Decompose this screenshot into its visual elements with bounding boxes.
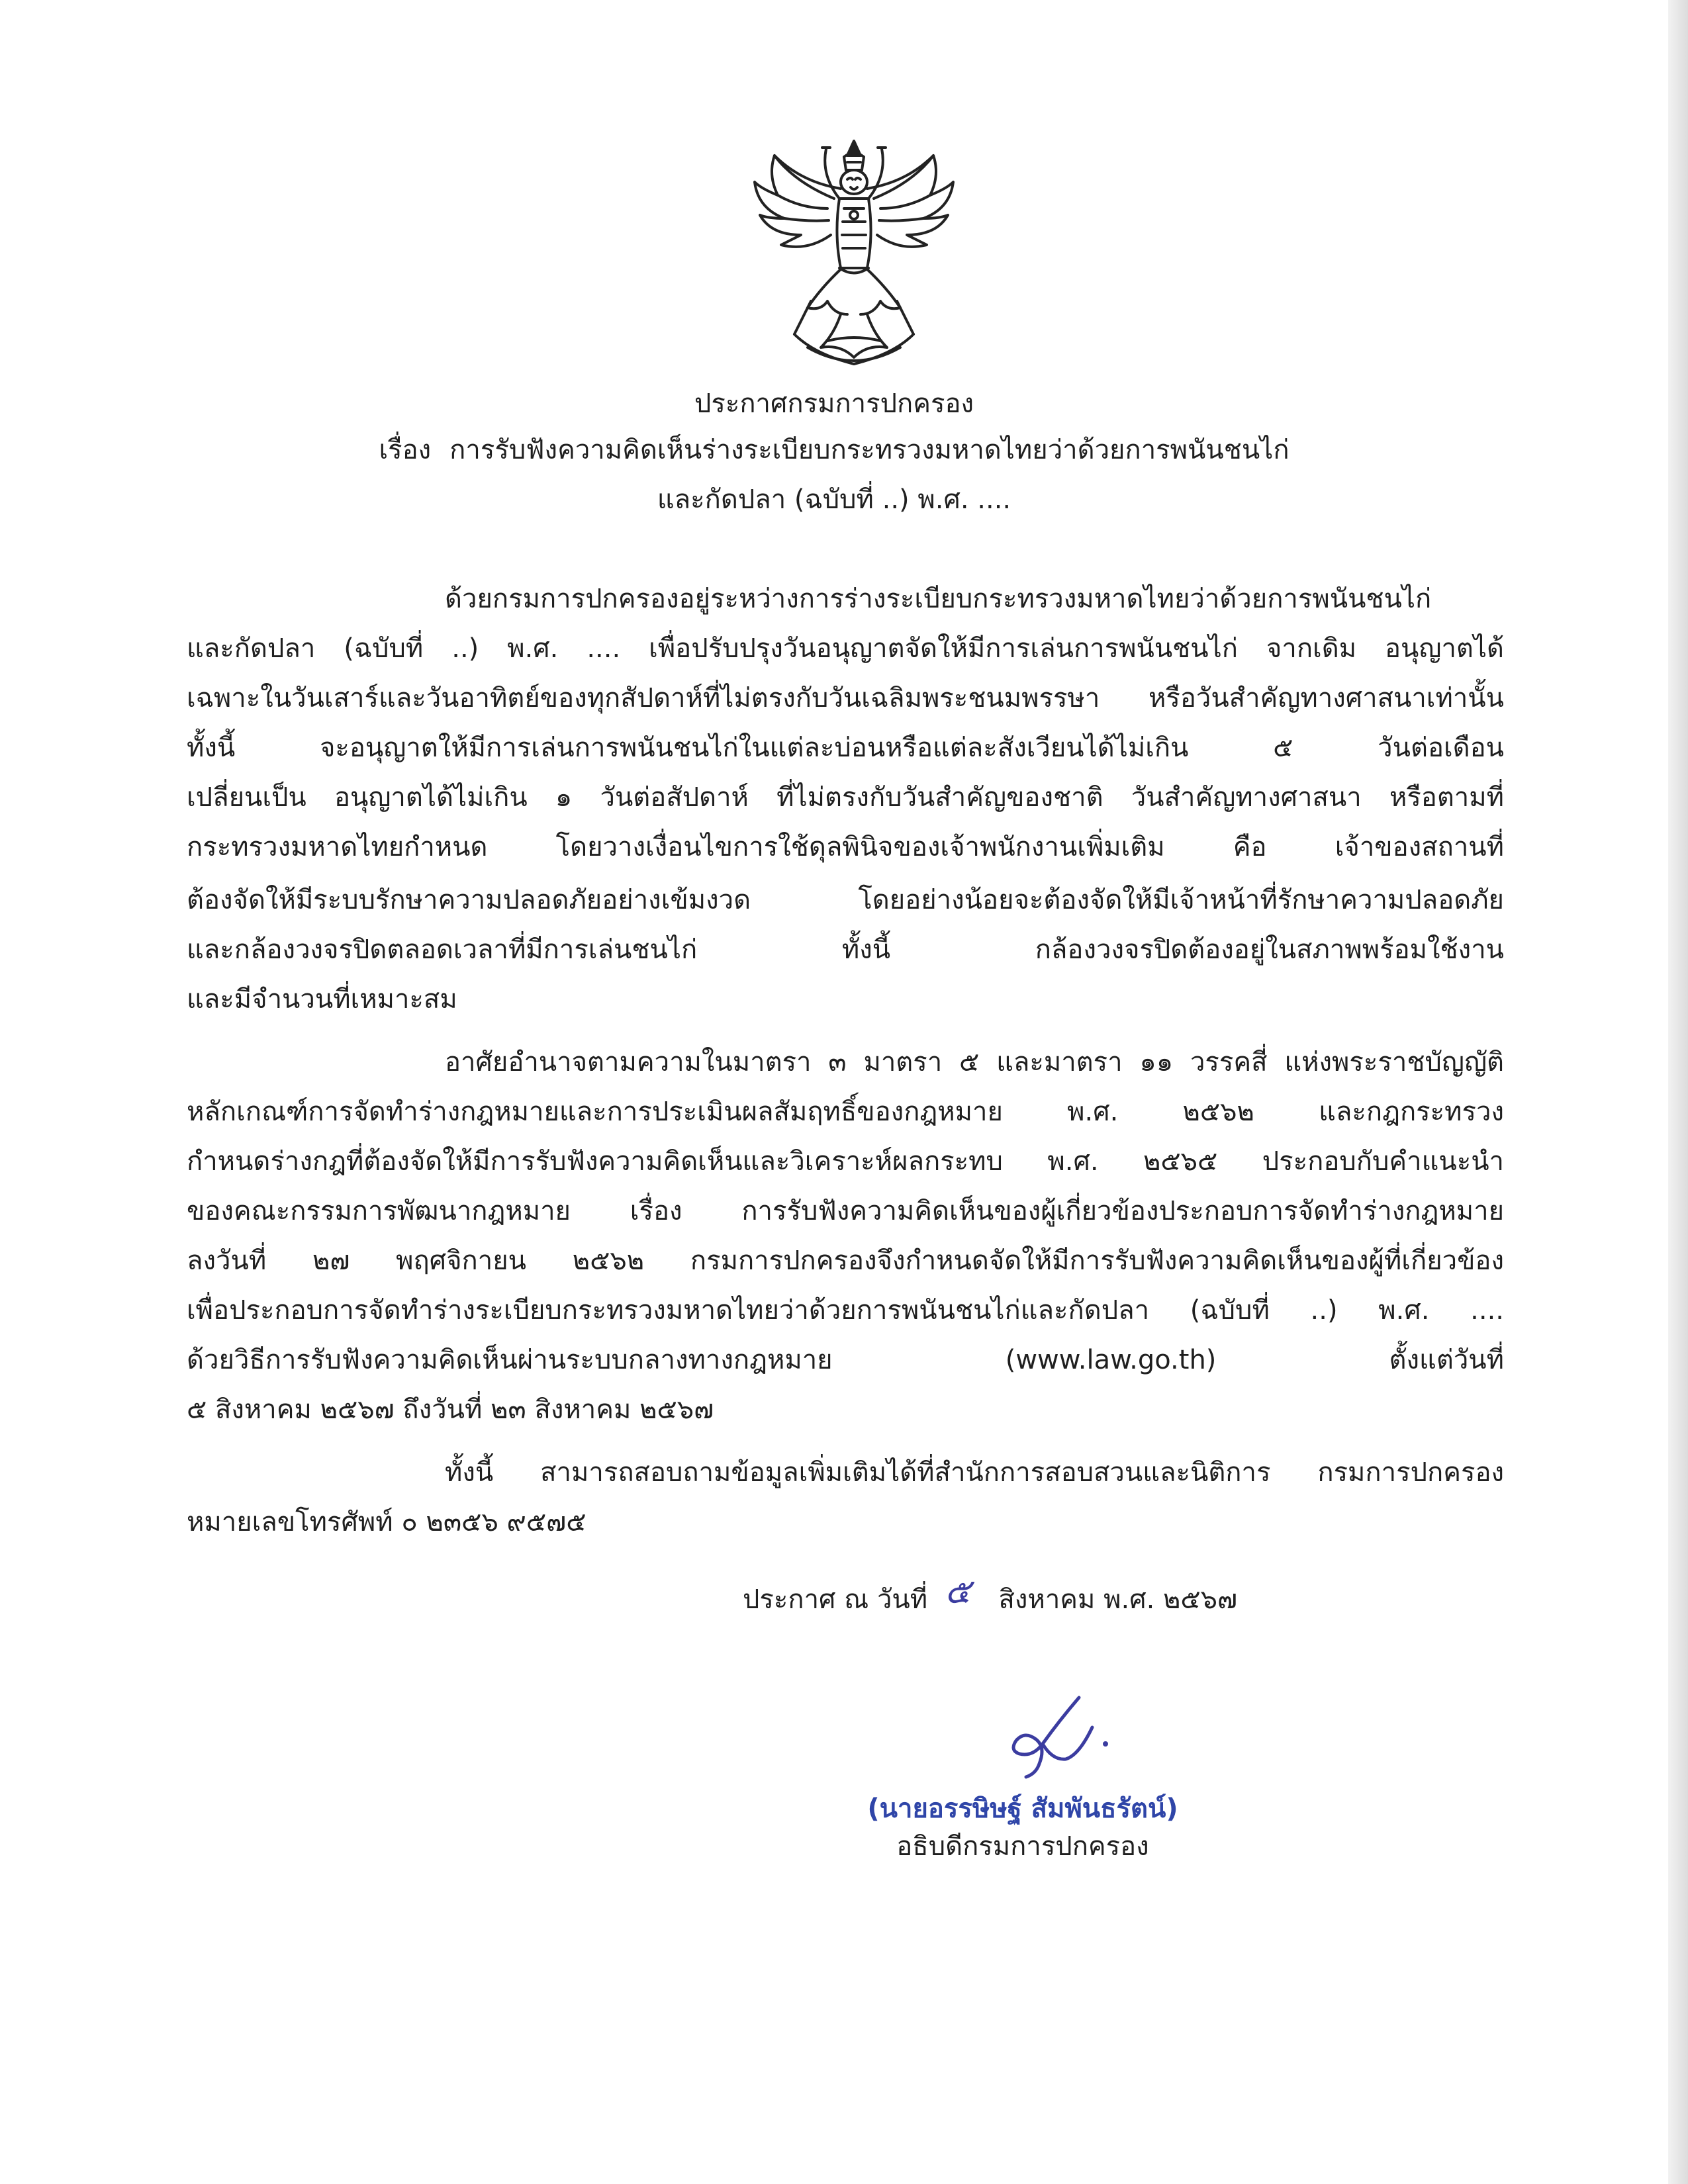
paragraph-2-line: ของคณะกรรมการพัฒนากฎหมาย เรื่อง การรับฟังความคิดเห็นของผู้เกี่ยวข้องประกอบการจัดทำร่างกฎหมาย <box>187 1196 1504 1226</box>
subject-label: เรื่อง <box>379 435 432 465</box>
paragraph-1-line: ทั้งนี้ จะอนุญาตให้มีการเล่นการพนันชนไก่ในแต่ละบ่อนหรือแต่ละสังเวียนได้ไม่เกิน ๕ วันต่อเดือน <box>187 733 1504 763</box>
notice-subject <box>0 430 1668 470</box>
paragraph-1-line: และกล้องวงจรปิดตลอดเวลาที่มีการเล่นชนไก่ ทั้งนี้ กล้องวงจรปิดต้องอยู่ในสภาพพร้อมใช้งาน <box>187 934 1504 965</box>
paragraph-2-line: ๕ สิงหาคม ๒๕๖๗ ถึงวันที่ ๒๓ สิงหาคม ๒๕๖๗ <box>187 1394 714 1425</box>
paragraph-3-line: หมายเลขโทรศัพท์ ๐ ๒๓๕๖ ๙๕๗๕ <box>187 1507 586 1537</box>
handwritten-signature <box>980 1681 1139 1794</box>
paragraph-2-line: ด้วยวิธีการรับฟังความคิดเห็นผ่านระบบกลางทางกฎหมาย (www.law.go.th) ตั้งแต่วันที่ <box>187 1345 1504 1375</box>
notice-title: ประกาศกรมการปกครอง <box>694 388 974 419</box>
subject-line-2: และกัดปลา (ฉบับที่ ..) พ.ศ. .... <box>657 484 1011 515</box>
signer-title: อธิบดีกรมการปกครอง <box>896 1831 1149 1862</box>
paragraph-1-line: ต้องจัดให้มีระบบรักษาความปลอดภัยอย่างเข้มงวด โดยอย่างน้อยจะต้องจัดให้มีเจ้าหน้าที่รักษาความปลอดภัย <box>187 885 1504 915</box>
paragraph-1-line: เฉพาะในวันเสาร์และวันอาทิตย์ของทุกสัปดาห์ที่ไม่ตรงกับวันเฉลิมพระชนมพรรษา หรือวันสำคัญทางศาสนาเท่านั้น <box>187 683 1504 713</box>
paragraph-1-line: ด้วยกรมการปกครองอยู่ระหว่างการร่างระเบียบกระทรวงมหาดไทยว่าด้วยการพนันชนไก่ <box>445 584 1432 614</box>
announcement-date <box>743 1572 1238 1619</box>
paragraph-1-line: และมีจำนวนที่เหมาะสม <box>187 984 457 1015</box>
announcement-month-year: สิงหาคม พ.ศ. ๒๕๖๗ <box>998 1584 1238 1615</box>
announcement-prefix: ประกาศ ณ วันที่ <box>743 1584 928 1615</box>
paragraph-1-line: เปลี่ยนเป็น อนุญาตได้ไม่เกิน ๑ วันต่อสัปดาห์ ที่ไม่ตรงกับวันสำคัญของชาติ วันสำคัญทางศาสนา หรือตามที่ <box>187 782 1504 813</box>
signer-name: (นายอรรษิษฐ์ สัมพันธรัตน์) <box>867 1794 1178 1824</box>
handwritten-day: ๕ <box>945 1572 971 1612</box>
paragraph-1-line: และกัดปลา (ฉบับที่ ..) พ.ศ. .... เพื่อปรับปรุงวันอนุญาตจัดให้มีการเล่นการพนันชนไก่ จากเดิม อนุญาตได้ <box>187 633 1504 664</box>
paragraph-3-line: ทั้งนี้ สามารถสอบถามข้อมูลเพิ่มเติมได้ที่สำนักการสอบสวนและนิติการ กรมการปกครอง <box>445 1457 1504 1488</box>
paragraph-2-line: เพื่อประกอบการจัดทำร่างระเบียบกระทรวงมหาดไทยว่าด้วยการพนันชนไก่และกัดปลา (ฉบับที่ ..) พ.ศ. .... <box>187 1295 1504 1326</box>
paragraph-2-line: กำหนดร่างกฎที่ต้องจัดให้มีการรับฟังความคิดเห็นและวิเคราะห์ผลกระทบ พ.ศ. ๒๕๖๕ ประกอบกับคำแนะนำ <box>187 1146 1505 1177</box>
paragraph-1-line: กระทรวงมหาดไทยกำหนด โดยวางเงื่อนไขการใช้ดุลพินิจของเจ้าพนักงานเพิ่มเติม คือ เจ้าของสถานที่ <box>187 832 1504 862</box>
page-edge-shadow <box>1668 0 1688 2184</box>
paragraph-2-line: อาศัยอำนาจตามความในมาตรา ๓ มาตรา ๕ และมาตรา ๑๑ วรรคสี่ แห่งพระราชบัญญัติ <box>445 1047 1504 1077</box>
garuda-emblem-icon <box>748 136 960 374</box>
subject-line-1: การรับฟังความคิดเห็นร่างระเบียบกระทรวงมหาดไทยว่าด้วยการพนันชนไก่ <box>449 435 1289 465</box>
paragraph-2-line: หลักเกณฑ์การจัดทำร่างกฎหมายและการประเมินผลสัมฤทธิ์ของกฎหมาย พ.ศ. ๒๕๖๒ และกฎกระทรวง <box>187 1097 1504 1127</box>
paragraph-2-line: ลงวันที่ ๒๗ พฤศจิกายน ๒๕๖๒ กรมการปกครองจึงกำหนดจัดให้มีการรับฟังความคิดเห็นของผู้ที่เกี่ยวข้อง <box>187 1246 1504 1276</box>
